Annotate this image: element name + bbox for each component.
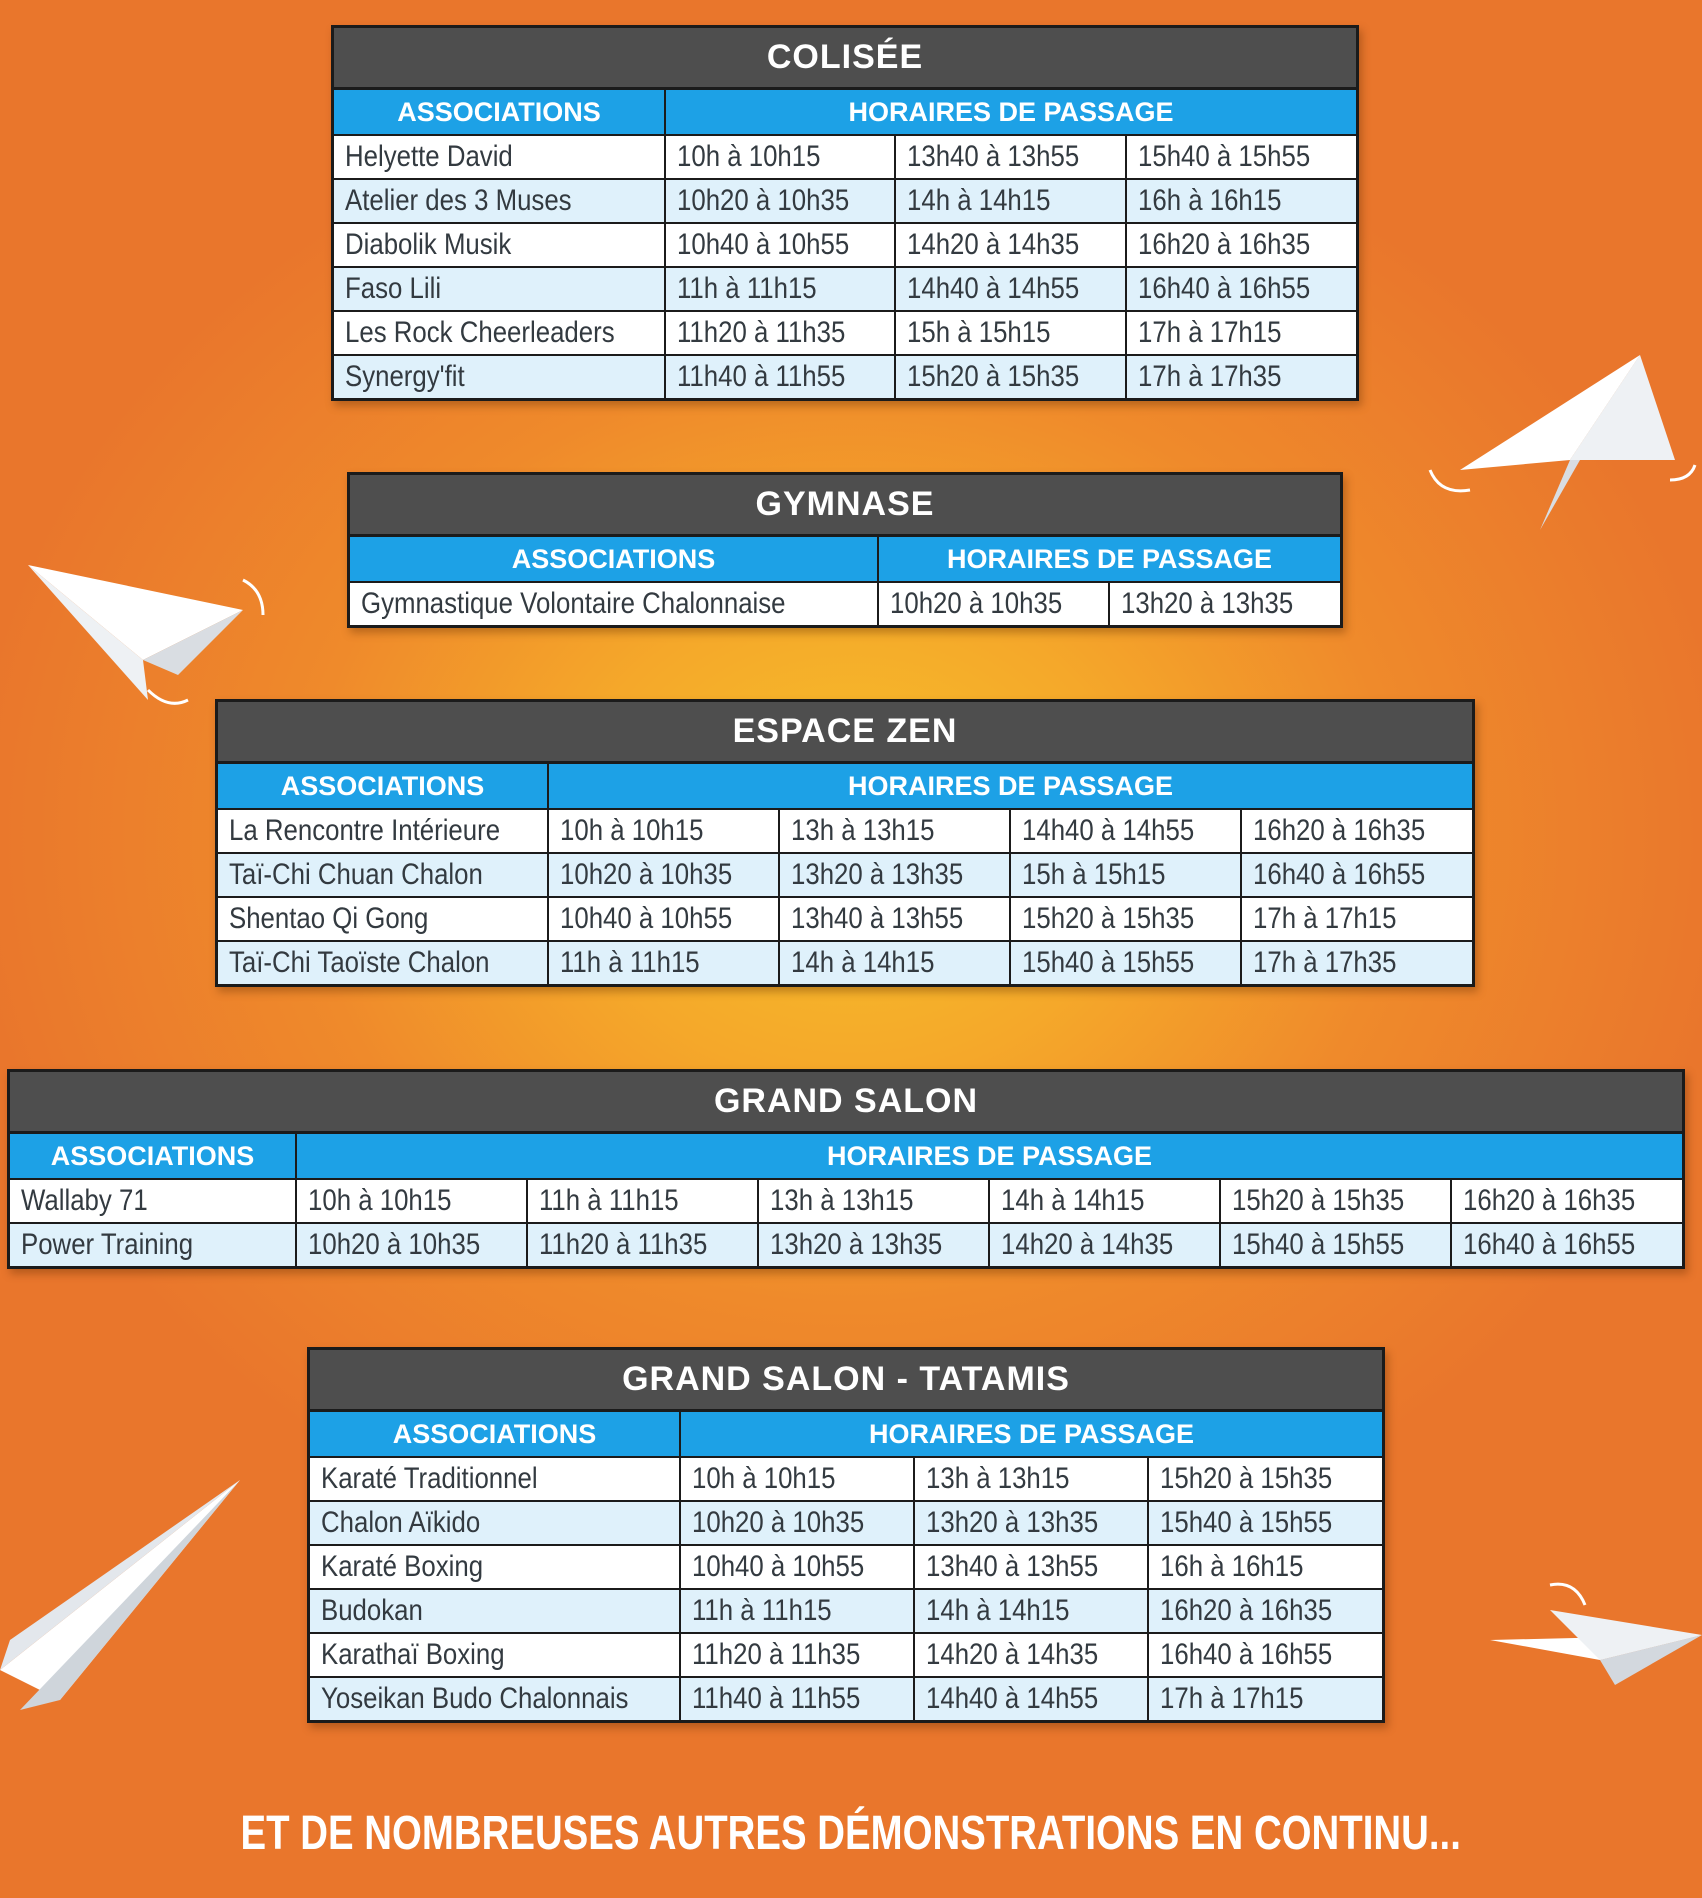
column-header-horaires: HORAIRES DE PASSAGE — [296, 1134, 1682, 1179]
time-slot: 14h à 14h15 — [926, 1594, 1070, 1627]
time-slot: 11h à 11h15 — [539, 1184, 679, 1217]
time-slot: 11h20 à 11h35 — [539, 1228, 708, 1261]
paper-plane-icon — [28, 560, 278, 710]
time-slot: 11h40 à 11h55 — [677, 360, 846, 393]
time-slot: 15h20 à 15h35 — [1232, 1184, 1405, 1217]
time-slot: 13h40 à 13h55 — [926, 1550, 1099, 1583]
table-row — [334, 267, 1356, 311]
table-row — [310, 1633, 1382, 1677]
time-slot: 13h20 à 13h35 — [770, 1228, 943, 1261]
association-name: La Rencontre Intérieure — [229, 814, 501, 847]
time-slot: 11h à 11h15 — [560, 946, 700, 979]
time-slot: 16h à 16h15 — [1137, 184, 1282, 217]
table-row — [218, 853, 1472, 897]
association-name: Yoseikan Budo Chalonnais — [321, 1682, 629, 1715]
time-slot: 16h40 à 16h55 — [1160, 1638, 1333, 1671]
time-slot: 17h à 17h15 — [1253, 902, 1397, 935]
association-name: Les Rock Cheerleaders — [345, 316, 615, 349]
time-slot: 13h à 13h15 — [770, 1184, 914, 1217]
table-row — [310, 1677, 1382, 1720]
time-slot: 13h20 à 13h35 — [791, 858, 964, 891]
time-slot: 10h40 à 10h55 — [677, 228, 850, 261]
column-header-associations: ASSOCIATIONS — [218, 764, 548, 809]
time-slot: 10h20 à 10h35 — [677, 184, 850, 217]
time-slot: 11h à 11h15 — [692, 1594, 832, 1627]
time-slot: 15h40 à 15h55 — [1022, 946, 1195, 979]
table-row — [334, 355, 1356, 398]
association-name: Helyette David — [345, 140, 513, 173]
time-slot: 10h à 10h15 — [677, 140, 821, 173]
time-slot: 13h à 13h15 — [791, 814, 935, 847]
time-slot: 13h40 à 13h55 — [907, 140, 1080, 173]
association-name: Chalon Aïkido — [321, 1506, 481, 1539]
time-slot: 15h40 à 15h55 — [1232, 1228, 1405, 1261]
schedule-grid — [218, 764, 1472, 984]
schedule-table-espace-zen — [215, 699, 1475, 987]
table-row — [334, 179, 1356, 223]
time-slot: 10h20 à 10h35 — [308, 1228, 481, 1261]
table-row — [310, 1457, 1382, 1501]
time-slot: 14h20 à 14h35 — [926, 1638, 1099, 1671]
time-slot: 16h40 à 16h55 — [1463, 1228, 1636, 1261]
table-row — [350, 582, 1340, 625]
column-header-associations: ASSOCIATIONS — [10, 1134, 296, 1179]
association-name: Taï-Chi Taoïste Chalon — [229, 946, 490, 979]
table-row — [310, 1501, 1382, 1545]
time-slot: 11h20 à 11h35 — [692, 1638, 861, 1671]
column-header-associations: ASSOCIATIONS — [334, 90, 665, 135]
time-slot: 10h à 10h15 — [692, 1462, 836, 1495]
time-slot: 10h20 à 10h35 — [560, 858, 733, 891]
time-slot: 14h40 à 14h55 — [926, 1682, 1099, 1715]
time-slot: 16h20 à 16h35 — [1463, 1184, 1636, 1217]
time-slot: 13h20 à 13h35 — [1121, 587, 1294, 620]
time-slot: 13h20 à 13h35 — [926, 1506, 1099, 1539]
association-name: Gymnastique Volontaire Chalonnaise — [361, 587, 786, 620]
time-slot: 15h20 à 15h35 — [907, 360, 1080, 393]
time-slot: 13h40 à 13h55 — [791, 902, 964, 935]
paper-plane-icon — [1420, 350, 1700, 540]
time-slot: 16h20 à 16h35 — [1137, 228, 1310, 261]
table-row — [10, 1223, 1682, 1266]
time-slot: 10h20 à 10h35 — [692, 1506, 865, 1539]
schedule-grid — [350, 537, 1340, 625]
time-slot: 15h40 à 15h55 — [1160, 1506, 1333, 1539]
time-slot: 14h à 14h15 — [907, 184, 1051, 217]
time-slot: 15h à 15h15 — [907, 316, 1051, 349]
time-slot: 11h20 à 11h35 — [677, 316, 846, 349]
table-title: GRAND SALON - TATAMIS — [310, 1350, 1382, 1412]
column-header-horaires: HORAIRES DE PASSAGE — [680, 1412, 1382, 1457]
time-slot: 10h40 à 10h55 — [560, 902, 733, 935]
time-slot: 11h40 à 11h55 — [692, 1682, 861, 1715]
time-slot: 10h à 10h15 — [308, 1184, 452, 1217]
table-row — [218, 809, 1472, 853]
schedule-table-gymnase — [347, 472, 1343, 628]
paper-plane-icon — [1490, 1580, 1702, 1690]
table-row — [310, 1545, 1382, 1589]
time-slot: 16h40 à 16h55 — [1137, 272, 1310, 305]
schedule-table-grand-salon — [7, 1069, 1685, 1269]
time-slot: 14h20 à 14h35 — [907, 228, 1080, 261]
time-slot: 17h à 17h15 — [1160, 1682, 1304, 1715]
association-name: Atelier des 3 Muses — [345, 184, 572, 217]
time-slot: 16h40 à 16h55 — [1253, 858, 1426, 891]
association-name: Synergy'fit — [345, 360, 465, 393]
association-name: Budokan — [321, 1594, 423, 1627]
time-slot: 14h40 à 14h55 — [1022, 814, 1195, 847]
time-slot: 10h20 à 10h35 — [890, 587, 1063, 620]
paper-plane-icon — [0, 1470, 250, 1710]
association-name: Power Training — [21, 1228, 194, 1261]
time-slot: 14h à 14h15 — [1001, 1184, 1145, 1217]
time-slot: 10h40 à 10h55 — [692, 1550, 865, 1583]
table-row — [334, 135, 1356, 179]
time-slot: 15h40 à 15h55 — [1137, 140, 1310, 173]
time-slot: 13h à 13h15 — [926, 1462, 1070, 1495]
time-slot: 15h20 à 15h35 — [1160, 1462, 1333, 1495]
table-title: GYMNASE — [350, 475, 1340, 537]
time-slot: 15h20 à 15h35 — [1022, 902, 1195, 935]
schedule-table-colisee — [331, 25, 1359, 401]
schedule-grid — [334, 90, 1356, 398]
schedule-table-tatamis — [307, 1347, 1385, 1723]
table-row — [10, 1179, 1682, 1223]
time-slot: 17h à 17h35 — [1253, 946, 1397, 979]
schedule-grid — [310, 1412, 1382, 1720]
time-slot: 16h à 16h15 — [1160, 1550, 1304, 1583]
time-slot: 16h20 à 16h35 — [1160, 1594, 1333, 1627]
table-title: COLISÉE — [334, 28, 1356, 90]
time-slot: 17h à 17h15 — [1137, 316, 1282, 349]
table-row — [334, 311, 1356, 355]
table-title: ESPACE ZEN — [218, 702, 1472, 764]
association-name: Diabolik Musik — [345, 228, 512, 261]
column-header-associations: ASSOCIATIONS — [310, 1412, 680, 1457]
column-header-horaires: HORAIRES DE PASSAGE — [548, 764, 1472, 809]
time-slot: 14h à 14h15 — [791, 946, 935, 979]
table-title: GRAND SALON — [10, 1072, 1682, 1134]
association-name: Shentao Qi Gong — [229, 902, 429, 935]
time-slot: 15h à 15h15 — [1022, 858, 1166, 891]
table-row — [218, 897, 1472, 941]
time-slot: 14h40 à 14h55 — [907, 272, 1080, 305]
column-header-associations: ASSOCIATIONS — [350, 537, 878, 582]
time-slot: 14h20 à 14h35 — [1001, 1228, 1174, 1261]
association-name: Karaté Boxing — [321, 1550, 484, 1583]
time-slot: 17h à 17h35 — [1137, 360, 1282, 393]
association-name: Karaté Traditionnel — [321, 1462, 538, 1495]
association-name: Taï-Chi Chuan Chalon — [229, 858, 483, 891]
table-row — [218, 941, 1472, 984]
association-name: Faso Lili — [345, 272, 442, 305]
column-header-horaires: HORAIRES DE PASSAGE — [878, 537, 1340, 582]
column-header-horaires: HORAIRES DE PASSAGE — [665, 90, 1356, 135]
table-row — [334, 223, 1356, 267]
time-slot: 16h20 à 16h35 — [1253, 814, 1426, 847]
time-slot: 10h à 10h15 — [560, 814, 704, 847]
table-row — [310, 1589, 1382, 1633]
schedule-grid — [10, 1134, 1682, 1266]
association-name: Karathaï Boxing — [321, 1638, 505, 1671]
time-slot: 11h à 11h15 — [677, 272, 817, 305]
association-name: Wallaby 71 — [21, 1184, 148, 1217]
footer-tagline: ET DE NOMBREUSES AUTRES DÉMONSTRATIONS EN CONTINU... — [240, 1807, 1462, 1860]
